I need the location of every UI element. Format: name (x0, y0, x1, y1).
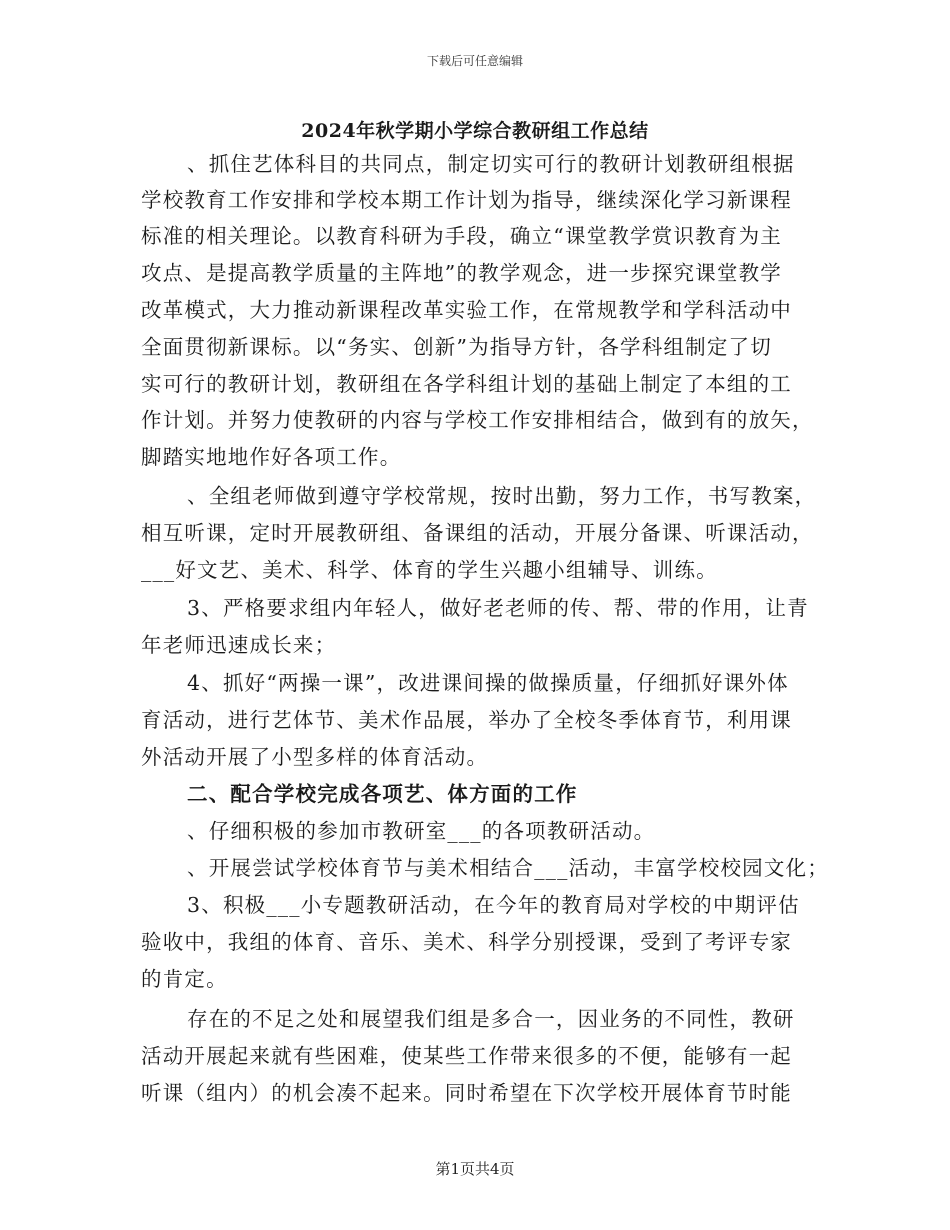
document-title: 2024年秋学期小学综合教研组工作总结 (301, 120, 649, 142)
body-line: ___好文艺、美术、科学、体育的学生兴趣小组辅导、训练。 (141, 558, 718, 582)
section-heading: 二、配合学校完成各项艺、体方面的工作 (187, 782, 578, 806)
body-line: 标准的相关理论。以教育科研为手段，确立“课堂教学赏识教育为主 (141, 224, 782, 248)
page-footer-page-info: 第1页共4页 (435, 1160, 515, 1178)
body-line: 改革模式，大力推动新课程改革实验工作，在常规教学和学科活动中 (141, 298, 792, 322)
body-line: 年老师迅速成长来； (141, 633, 337, 657)
body-line: 全面贯彻新课标。以“务实、创新”为指导方针，各学科组制定了切 (141, 335, 772, 359)
body-line: 、仔细积极的参加市教研室___的各项教研活动。 (187, 819, 656, 843)
body-line: 活动开展起来就有些困难，使某些工作带来很多的不便，能够有一起 (141, 1044, 792, 1068)
body-line: 验收中，我组的体育、音乐、美术、科学分别授课，受到了考评专家 (141, 930, 792, 954)
body-line: 听课（组内）的机会凑不起来。同时希望在下次学校开展体育节时能 (141, 1081, 792, 1105)
body-line: 育活动，进行艺体节、美术作品展，举办了全校冬季体育节，利用课 (141, 708, 792, 732)
body-line: 攻点、是提高教学质量的主阵地”的教学观念，进一步探究课堂教学 (141, 261, 782, 285)
body-line: 、开展尝试学校体育节与美术相结合___活动，丰富学校校园文化； (187, 856, 829, 880)
body-line: 3、积极___小专题教研活动，在今年的教育局对学校的中期评估 (187, 893, 800, 917)
body-line: 脚踏实地地作好各项工作。 (141, 445, 402, 469)
body-line: 存在的不足之处和展望我们组是多合一，因业务的不同性，教研 (187, 1007, 795, 1031)
body-line: 的肯定。 (141, 967, 228, 991)
body-line: 4、抓好“两操一课”，改进课间操的做操质量，仔细抓好课外体 (187, 671, 789, 695)
body-line: 学校教育工作安排和学校本期工作计划为指导，继续深化学习新课程 (141, 188, 792, 212)
body-line: 3、严格要求组内年轻人，做好老老师的传、帮、带的作用，让青 (187, 596, 809, 620)
body-line: 、抓住艺体科目的共同点，制定切实可行的教研计划教研组根据 (187, 152, 795, 176)
body-line: 相互听课，定时开展教研组、备课组的活动，开展分备课、听课活动， (141, 521, 814, 545)
body-line: 作计划。并努力使教研的内容与学校工作安排相结合，做到有的放矢， (141, 408, 814, 432)
body-line: 实可行的教研计划，教研组在各学科组计划的基础上制定了本组的工 (141, 372, 792, 396)
body-line: 、全组老师做到遵守学校常规，按时出勤，努力工作，书写教案， (187, 484, 817, 508)
body-line: 外活动开展了小型多样的体育活动。 (141, 745, 489, 769)
page-header-note: 下载后可任意编辑 (426, 54, 523, 68)
